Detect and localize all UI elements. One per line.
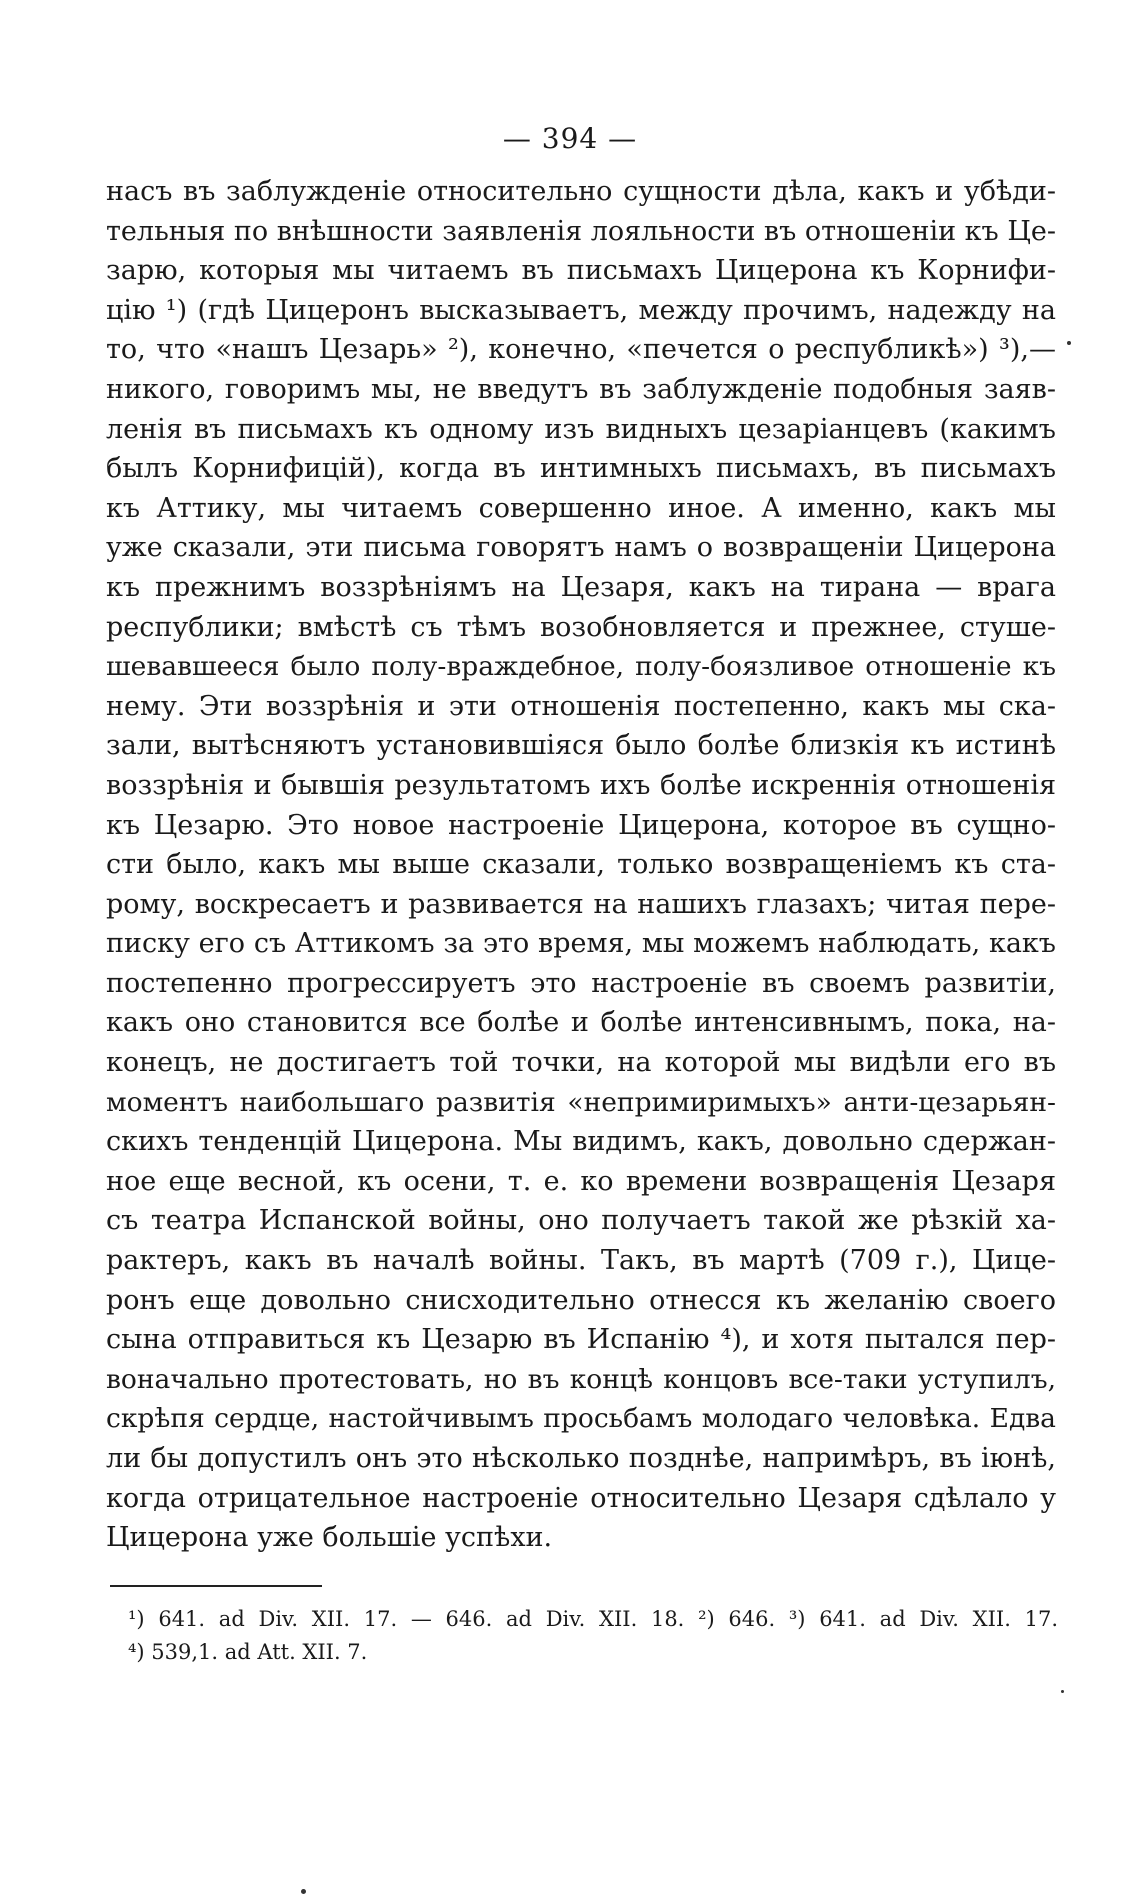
text-line: писку его съ Аттикомъ за это время, мы можемъ наблюдать, какъ [106,928,1056,960]
text-line: къ прежнимъ воззрѣніямъ на Цезаря, какъ на тирана — врага [106,571,1056,603]
text-line: скихъ тенденцій Цицерона. Мы видимъ, какъ, довольно сдержан- [106,1126,1056,1158]
footnote-separator [110,1585,322,1587]
text-line: нему. Эти воззрѣнія и эти отношенія постепенно, какъ мы ска- [106,690,1056,722]
text-line: то, что «нашъ Цезарь» ²), конечно, «печется о республикѣ») ³),— [106,334,1056,366]
text-line: воначально протестовать, но въ концѣ концовъ все-таки уступилъ, [106,1363,1056,1395]
text-line: сти было, какъ мы выше сказали, только возвращеніемъ къ ста- [106,849,1056,881]
text-line: республики; вмѣстѣ съ тѣмъ возобновляется и прежнее, стуше- [106,611,1056,643]
text-line: когда отрицательное настроеніе относительно Цезаря сдѣлало у [106,1482,1056,1514]
text-line: зали, вытѣсняютъ установившіяся было болѣе близкія къ истинѣ [106,730,1056,762]
text-line: воззрѣнія и бывшія результатомъ ихъ болѣе искреннія отношенія [106,769,1056,801]
footnote-line: ⁴) 539,1. ad Att. XII. 7. [128,1640,368,1664]
text-line: сына отправиться къ Цезарю въ Испанію ⁴), и хотя пытался пер- [106,1324,1056,1356]
text-line: конецъ, не достигаетъ той точки, на которой мы видѣли его въ [106,1047,1056,1079]
footnotes [128,1603,1058,1669]
page-number: — 394 — [502,122,638,155]
text-line: зарю, которыя мы читаемъ въ письмахъ Цицерона къ Корнифи- [106,255,1056,287]
text-line: ронъ еще довольно снисходительно отнесся къ желанію своего [106,1284,1056,1316]
text-line: былъ Корнифицій), когда въ интимныхъ письмахъ, въ письмахъ [106,453,1056,485]
text-line: къ Аттику, мы читаемъ совершенно иное. А именно, какъ мы [106,492,1056,524]
text-line: никого, говоримъ мы, не введутъ въ заблужденіе подобныя заяв- [106,373,1056,405]
text-line: ное еще весной, къ осени, т. е. ко времени возвращенія Цезаря [106,1165,1056,1197]
text-line: рому, воскресаетъ и развивается на нашихъ глазахъ; читая пере- [106,888,1056,920]
text-line: скрѣпя сердце, настойчивымъ просьбамъ молодаго человѣка. Едва [106,1403,1056,1435]
footnote-line: ¹) 641. ad Div. XII. 17. — 646. ad Div. XII. 18. ²) 646. ³) 641. ad Div. XII. 17. [128,1607,1058,1631]
text-line: шевавшееся было полу-враждебное, полу-боязливое отношеніе къ [106,651,1056,683]
text-line: цію ¹) (гдѣ Цицеронъ высказываетъ, между прочимъ, надежду на [106,294,1056,326]
text-line: насъ въ заблужденіе относительно сущности дѣла, какъ и убѣди- [106,176,1056,207]
text-line: какъ оно становится все болѣе и болѣе интенсивнымъ, пока, на- [106,1007,1056,1039]
text-line: къ Цезарю. Это новое настроеніе Цицерона, которое въ сущно- [106,809,1056,841]
scan-speck [1061,1690,1064,1693]
text-line: Цицерона уже большіе успѣхи. [106,1522,553,1554]
text-line: ли бы допустилъ онъ это нѣсколько позднѣе, напримѣръ, въ іюнѣ, [106,1443,1056,1474]
text-line: ленія въ письмахъ къ одному изъ видныхъ цезаріанцевъ (какимъ [106,413,1056,445]
text-line: уже сказали, эти письма говорятъ намъ о возвращеніи Цицерона [106,532,1056,564]
scan-speck [301,1889,306,1894]
text-line: съ театра Испанской войны, оно получаетъ такой же рѣзкій ха- [106,1205,1056,1237]
text-line: постепенно прогрессируетъ это настроеніе въ своемъ развитіи, [106,967,1056,999]
text-line: тельныя по внѣшности заявленія лояльности въ отношеніи къ Це- [106,215,1056,247]
body-text [106,172,1056,1558]
text-line: моментъ наибольшаго развитія «непримиримыхъ» анти-цезарьян- [106,1086,1056,1118]
text-line: рактеръ, какъ въ началѣ войны. Такъ, въ мартѣ (709 г.), Цице- [106,1245,1056,1277]
scan-speck [1067,341,1071,345]
